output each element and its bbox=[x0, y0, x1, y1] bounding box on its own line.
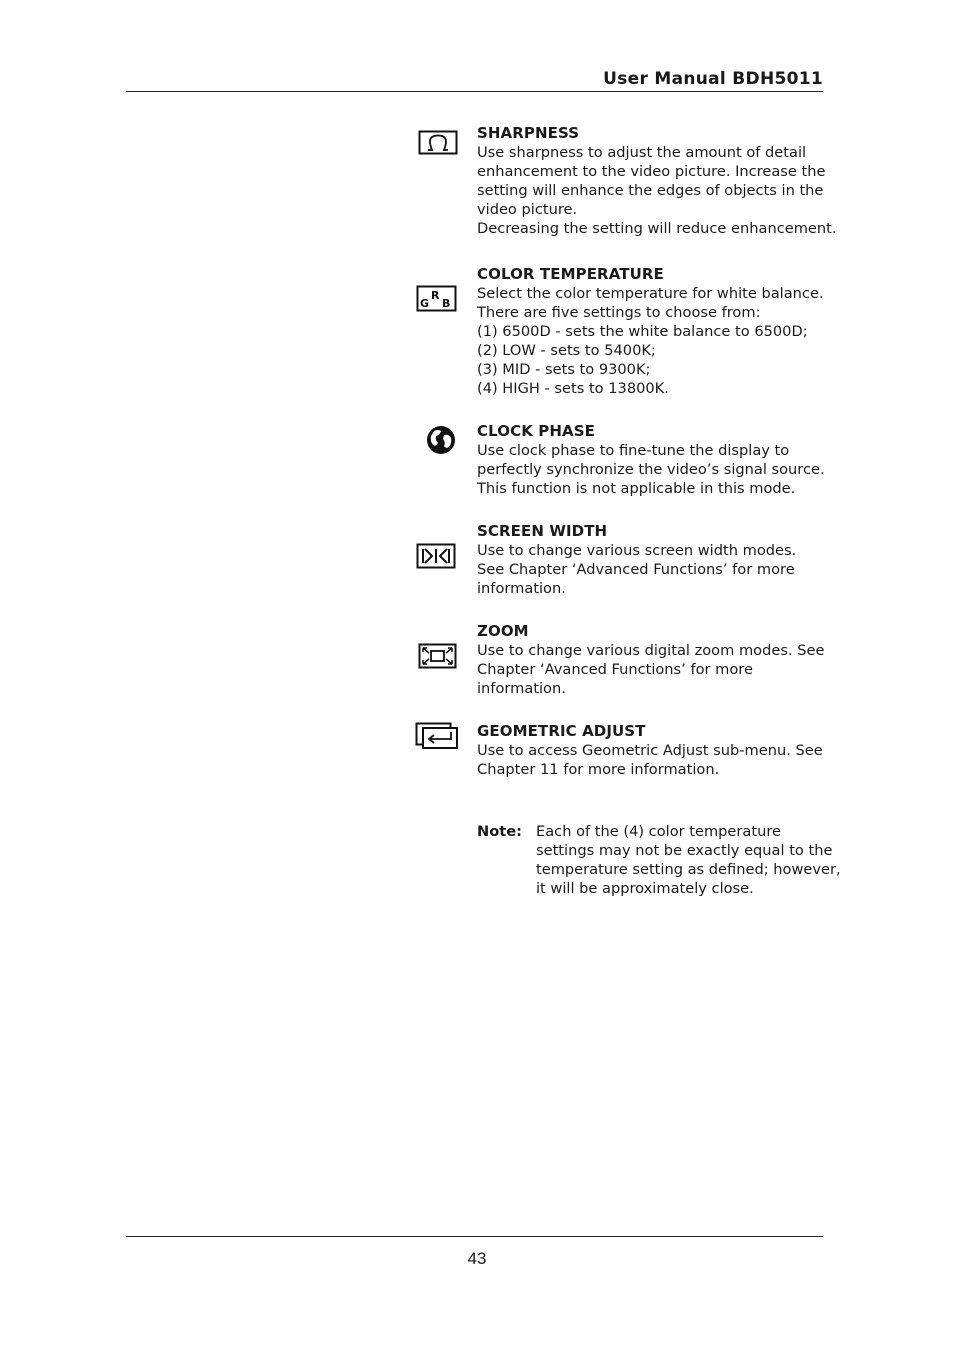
header-rule bbox=[126, 91, 823, 92]
section-text-line: See Chapter ‘Advanced Functions’ for more bbox=[477, 561, 795, 578]
section-clock-phase bbox=[477, 422, 827, 498]
section-text-line: (2) LOW - sets to 5400K; bbox=[477, 342, 656, 359]
section-text-line: Select the color temperature for white balance. bbox=[477, 285, 824, 302]
footer-rule bbox=[126, 1236, 823, 1237]
icon-letter-r: R bbox=[431, 289, 440, 302]
section-title: CLOCK PHASE bbox=[477, 422, 595, 440]
section-text-line: setting will enhance the edges of objects in the bbox=[477, 182, 824, 199]
section-text-line: There are five settings to choose from: bbox=[477, 304, 761, 321]
section-text-line: information. bbox=[477, 580, 566, 597]
section-text-line: perfectly synchronize the video’s signal source. bbox=[477, 461, 825, 478]
section-color-temperature bbox=[477, 265, 827, 398]
note-text-line: it will be approximately close. bbox=[536, 880, 754, 897]
section-text-line: information. bbox=[477, 680, 566, 697]
page-number: 43 bbox=[467, 1249, 487, 1268]
section-text-line: Chapter 11 for more information. bbox=[477, 761, 720, 778]
section-text-line: Use clock phase to fine-tune the display to bbox=[477, 442, 790, 459]
section-text-line: video picture. bbox=[477, 201, 578, 218]
section-title: SHARPNESS bbox=[477, 124, 580, 142]
section-text-line: This function is not applicable in this mode. bbox=[477, 480, 796, 497]
geometric-adjust-icon bbox=[415, 722, 459, 750]
section-text-line: (4) HIGH - sets to 13800K. bbox=[477, 380, 669, 397]
sharpness-icon bbox=[418, 130, 458, 155]
note-text-line: temperature setting as defined; however, bbox=[536, 861, 841, 878]
header-title: User Manual BDH5011 bbox=[603, 69, 823, 89]
section-title: SCREEN WIDTH bbox=[477, 522, 608, 540]
section-text-line: (3) MID - sets to 9300K; bbox=[477, 361, 651, 378]
color-temperature-icon bbox=[416, 285, 457, 312]
note-text-line: Each of the (4) color temperature bbox=[536, 823, 781, 840]
section-text-line: Use to change various screen width modes. bbox=[477, 542, 797, 559]
section-text-line: Decreasing the setting will reduce enhancement. bbox=[477, 220, 837, 237]
section-title: GEOMETRIC ADJUST bbox=[477, 722, 646, 740]
section-text-line: (1) 6500D - sets the white balance to 6500D; bbox=[477, 323, 808, 340]
section-text-line: Use to change various digital zoom modes. See bbox=[477, 642, 825, 659]
section-text-line: Use sharpness to adjust the amount of detail bbox=[477, 144, 807, 161]
zoom-icon bbox=[418, 643, 457, 669]
note-text bbox=[536, 822, 841, 898]
section-sharpness bbox=[477, 124, 837, 238]
section-text-line: Use to access Geometric Adjust sub-menu. See bbox=[477, 742, 823, 759]
section-screen-width bbox=[477, 522, 827, 598]
note-label: Note: bbox=[477, 823, 522, 840]
section-zoom bbox=[477, 622, 827, 698]
section-text-line: Chapter ‘Avanced Functions’ for more bbox=[477, 661, 753, 678]
icon-letter-b: B bbox=[442, 297, 451, 310]
section-title: COLOR TEMPERATURE bbox=[477, 265, 664, 283]
section-geometric-adjust bbox=[477, 722, 827, 779]
icon-letter-g: G bbox=[420, 297, 430, 310]
clock-phase-icon bbox=[425, 424, 457, 456]
section-text-line: enhancement to the video picture. Increase the bbox=[477, 163, 826, 180]
screen-width-icon bbox=[416, 543, 456, 569]
note-text-line: settings may not be exactly equal to the bbox=[536, 842, 833, 859]
section-title: ZOOM bbox=[477, 622, 529, 640]
